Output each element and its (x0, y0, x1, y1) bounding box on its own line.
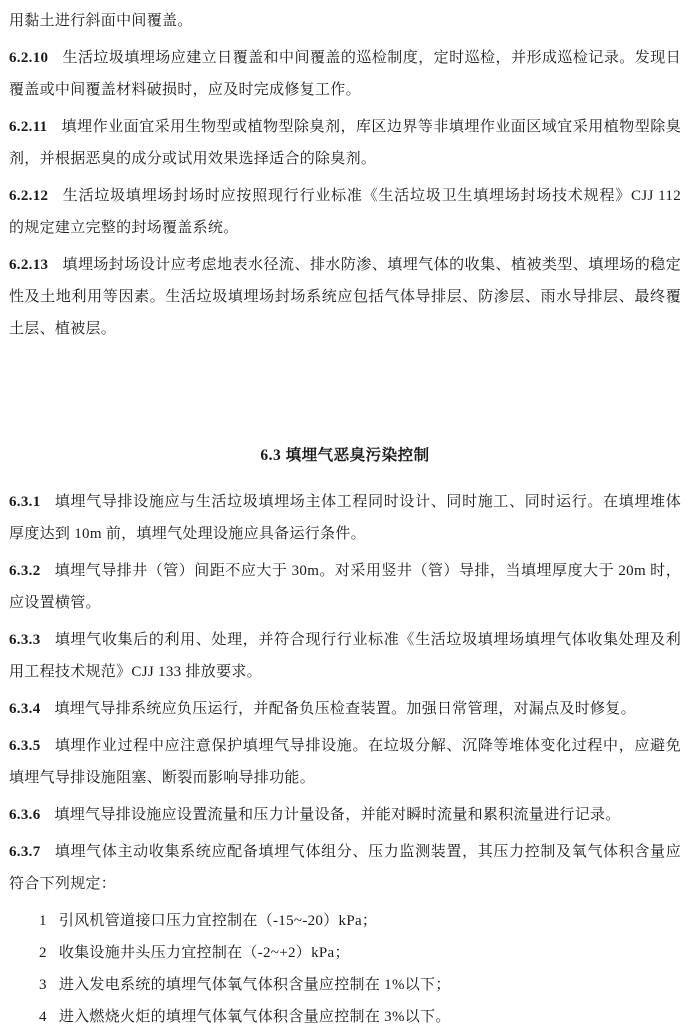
list-item-text: 引风机管道接口压力宜控制在（-15~-20）kPa； (58, 913, 378, 929)
list-item-4 (9, 1001, 681, 1033)
clause-number: 6.3.2 (9, 563, 41, 579)
list-item-text: 进入燃烧火炬的填埋气体氧气体积含量应控制在 3%以下。 (58, 1009, 451, 1025)
clause-6-3-3 (9, 624, 681, 688)
clause-text: 填埋气导排设施应与生活垃圾填埋场主体工程同时设计、同时施工、同时运行。在填埋堆体厚度达到 10m 前，填埋气处理设施应具备运行条件。 (9, 494, 681, 542)
clause-text: 填埋场封场设计应考虑地表水径流、排水防渗、填埋气体的收集、植被类型、填埋场的稳定性及土地利用等因素。生活垃圾填埋场封场系统应包括气体导排层、防渗层、雨水导排层、最终覆土层、植被层。 (9, 257, 681, 337)
clause-6-2-12 (9, 180, 681, 244)
clause-number: 6.3.7 (9, 844, 41, 860)
clause-text: 生活垃圾填埋场应建立日覆盖和中间覆盖的巡检制度，定时巡检，并形成巡检记录。发现日覆盖或中间覆盖材料破损时，应及时完成修复工作。 (9, 50, 681, 98)
clause-number: 6.2.13 (9, 257, 49, 273)
list-item-3 (9, 969, 681, 1001)
clause-number: 6.3.4 (9, 701, 41, 717)
clause-text: 生活垃圾填埋场封场时应按照现行行业标准《生活垃圾卫生填埋场封场技术规程》CJJ 112 的规定建立完整的封场覆盖系统。 (9, 188, 681, 236)
clause-text: 填埋气导排井（管）间距不应大于 30m。对采用竖井（管）导排，当填埋厚度大于 20m 时，应设置横管。 (9, 563, 681, 611)
continuation-text: 用黏土进行斜面中间覆盖。 (9, 13, 193, 29)
clause-6-3-2 (9, 555, 681, 619)
list-item-text: 进入发电系统的填埋气体氧气体积含量应控制在 1%以下； (58, 977, 451, 993)
clause-number: 6.2.11 (9, 119, 48, 135)
clause-number: 6.2.10 (9, 50, 49, 66)
list-item-2 (9, 937, 681, 969)
clause-number: 6.2.12 (9, 188, 49, 204)
list-item-number: 1 (39, 913, 47, 929)
clause-6-2-10 (9, 42, 681, 106)
clause-text: 填埋作业面宜采用生物型或植物型除臭剂，库区边界等非填埋作业面区域宜采用植物型除臭剂，并根据恶臭的成分或试用效果选择适合的除臭剂。 (9, 119, 681, 167)
clause-number: 6.3.5 (9, 738, 41, 754)
list-item-number: 4 (39, 1009, 47, 1025)
clause-6-3-6 (9, 799, 681, 831)
clause-6-2-11 (9, 111, 681, 175)
clause-number: 6.3.1 (9, 494, 41, 510)
list-item-text: 收集设施井头压力宜控制在（-2~+2）kPa； (58, 945, 350, 961)
list-item-number: 3 (39, 977, 47, 993)
list-item-1 (9, 905, 681, 937)
clause-text: 填埋气体主动收集系统应配备填埋气体组分、压力监测装置，其压力控制及氧气体积含量应符合下列规定： (9, 844, 681, 892)
clause-6-2-13 (9, 249, 681, 345)
clause-number: 6.3.6 (9, 807, 41, 823)
section-heading: 6.3 填埋气恶臭污染控制 (260, 447, 430, 464)
clause-text: 填埋气收集后的利用、处理，并符合现行行业标准《生活垃圾填埋场填埋气体收集处理及利用工程技术规范》CJJ 133 排放要求。 (9, 632, 681, 680)
list-item-number: 2 (39, 945, 47, 961)
clause-text: 填埋作业过程中应注意保护填埋气导排设施。在垃圾分解、沉降等堆体变化过程中，应避免填埋气导排设施阻塞、断裂而影响导排功能。 (9, 738, 681, 786)
clause-6-3-5 (9, 730, 681, 794)
clause-text: 填埋气导排系统应负压运行，并配备负压检查装置。加强日常管理，对漏点及时修复。 (54, 701, 636, 717)
clause-text: 填埋气导排设施应设置流量和压力计量设备，并能对瞬时流量和累积流量进行记录。 (54, 807, 621, 823)
clause-6-3-4 (9, 693, 681, 725)
clause-6-3-1 (9, 486, 681, 550)
clause-number: 6.3.3 (9, 632, 41, 648)
clause-6-3-7 (9, 836, 681, 900)
